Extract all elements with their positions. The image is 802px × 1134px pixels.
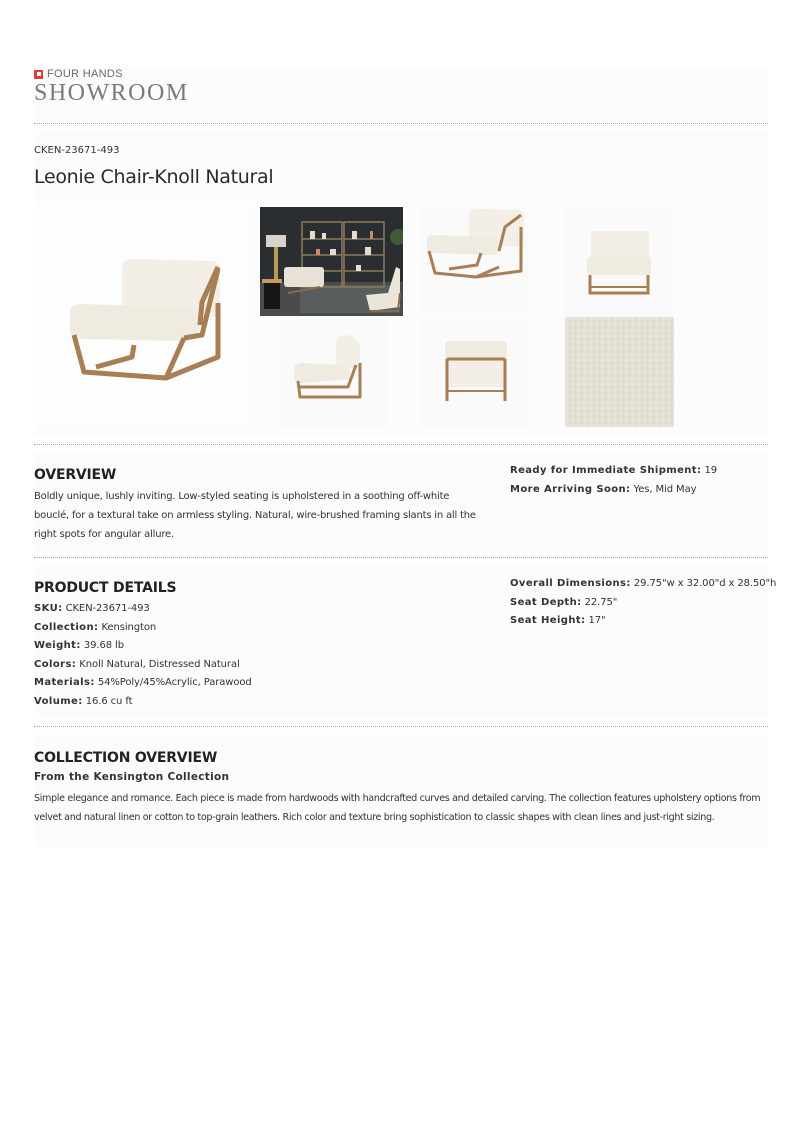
availability-value: 19 [704,465,717,476]
detail-label: SKU: [34,603,63,614]
detail-value: 39.68 lb [83,640,124,651]
detail-colors [34,656,252,675]
detail-value: 54%Poly/45%Acrylic, Parawood [97,677,252,688]
product-image-lifestyle[interactable] [260,207,403,316]
detail-materials [34,674,252,693]
availability-arriving [510,481,717,500]
detail-label: Volume: [34,695,83,707]
product-image-swatch[interactable] [565,317,674,427]
detail-label: Materials: [34,677,95,688]
product-image-left-angle[interactable] [421,207,530,316]
detail-label: Collection: [34,621,99,633]
divider [34,557,768,558]
product-image-back[interactable] [421,319,530,428]
detail-label: Colors: [34,658,77,670]
detail-seat-height [510,612,776,631]
chair-front-illustration [565,207,674,316]
product-image-front[interactable] [565,207,674,316]
four-hands-logo-icon [34,70,43,79]
detail-sku [34,600,252,619]
chair-back-illustration [421,319,530,428]
brand-row [34,68,768,80]
showroom-title: SHOWROOM [34,80,189,106]
overview-heading: OVERVIEW [34,467,117,483]
detail-value: Kensington [101,621,157,633]
boucle-swatch-texture [565,317,674,427]
divider [34,726,768,727]
availability-info [510,462,717,499]
chair-left-angle-illustration [421,207,530,316]
detail-seat-depth [510,594,776,613]
detail-weight [34,637,252,656]
details-heading: PRODUCT DETAILS [34,580,177,596]
detail-label: Seat Depth: [510,596,582,608]
chair-side-illustration [278,319,387,428]
availability-immediate [510,462,717,481]
details-right-list [510,575,776,631]
detail-overall-dimensions [510,575,776,594]
brand-name: FOUR HANDS [47,68,123,80]
chair-angle-illustration [34,207,254,427]
availability-value: Yes, Mid May [633,483,697,495]
divider [34,444,768,445]
overview-text: Boldly unique, lushly inviting. Low-styled seating is upholstered in a soothing off-white bouclé, for a textural take on armless styling. Natural, wire-brushed framing slants in all the right spots for angular allure. [34,491,476,540]
availability-label: Ready for Immediate Shipment: [510,465,702,476]
collection-heading: COLLECTION OVERVIEW [34,750,218,766]
detail-label: Overall Dimensions: [510,578,631,589]
detail-volume [34,693,252,712]
living-room-illustration [260,207,403,316]
collection-text: Simple elegance and romance. Each piece is made from hardwoods with handcrafted curves and detailed carving. The collection features upholstery options from velvet and natural linen or cotton to top-grain leathers. Rich color and texture bring sophistication to classic shapes with clean lines and just-right sizing. [34,793,761,823]
product-title: Leonie Chair-Knoll Natural [34,166,274,188]
detail-value: 22.75" [584,596,618,608]
detail-value: Knoll Natural, Distressed Natural [79,658,240,670]
detail-value: 17" [588,615,606,626]
detail-value: 29.75"w x 32.00"d x 28.50"h [633,578,777,589]
detail-collection [34,619,252,638]
detail-label: Weight: [34,640,81,651]
divider [34,123,768,124]
detail-value: CKEN-23671-493 [65,603,150,614]
details-left-list [34,600,252,711]
availability-label: More Arriving Soon: [510,483,631,495]
detail-label: Seat Height: [510,615,586,626]
detail-value: 16.6 cu ft [85,695,133,707]
header [34,68,768,122]
product-image-main[interactable] [34,207,254,427]
product-sku: CKEN-23671-493 [34,145,120,156]
collection-subheading: From the Kensington Collection [34,771,230,783]
product-image-side[interactable] [278,319,387,428]
